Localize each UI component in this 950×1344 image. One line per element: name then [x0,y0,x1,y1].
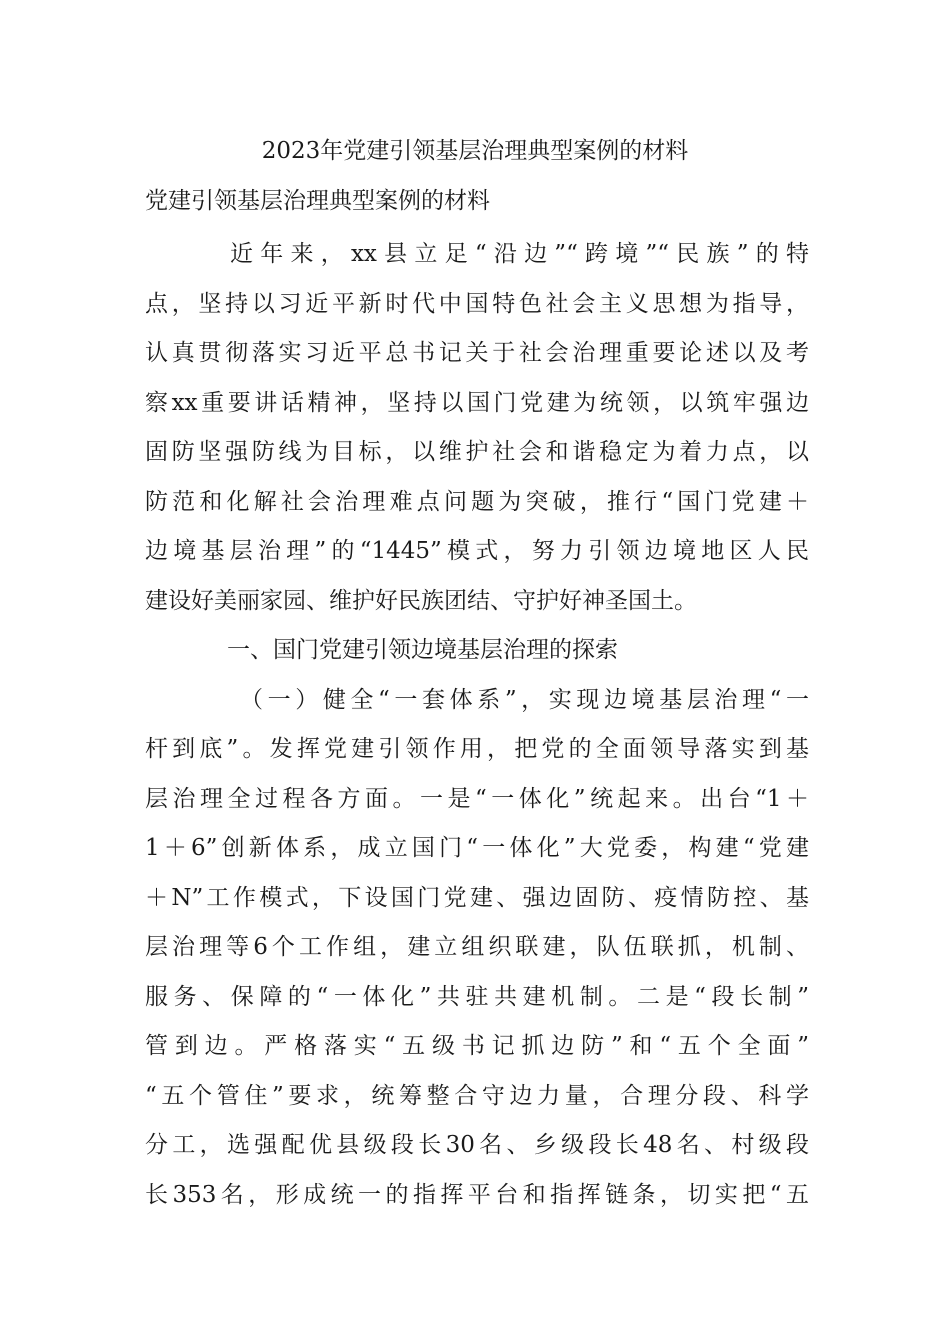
paragraph-line: 层治理全过程各方面。一是“一体化”统起来。出台“1＋ [145,785,809,812]
paragraph-line: 察xx重要讲话精神，坚持以国门党建为统领，以筑牢强边 [145,389,809,416]
paragraph-line: 杆到底”。发挥党建引领作用，把党的全面领导落实到基 [145,736,809,762]
paragraph-line: ＋N”工作模式，下设国门党建、强边固防、疫情防控、基 [145,884,809,911]
document-body [145,230,809,1220]
paragraph-line: 服务、保障的“一体化”共驻共建机制。二是“段长制” [145,983,809,1010]
subsection-heading: （一）健全“一套体系”，实现边境基层治理“一 [240,686,809,713]
section-heading: 一、国门党建引领边境基层治理的探索 [227,637,618,663]
paragraph-line: 分工，选强配优县级段长30名、乡级段长48名、村级段 [145,1132,809,1158]
paragraph-line: 防范和化解社会治理难点问题为突破，推行“国门党建＋ [145,488,809,515]
paragraph-line: 长353名，形成统一的指挥平台和指挥链条，切实把“五 [145,1181,809,1208]
paragraph-line: 建设好美丽家园、维护好民族团结、守护好神圣国土。 [145,587,697,614]
paragraph-line: 管到边。严格落实“五级书记抓边防”和“五个全面” [145,1033,809,1059]
document-subtitle: 党建引领基层治理典型案例的材料 [145,188,490,214]
paragraph-line: 认真贯彻落实习近平总书记关于社会治理重要论述以及考 [145,340,809,366]
paragraph-line: 固防坚强防线为目标，以维护社会和谐稳定为着力点，以 [145,439,809,465]
paragraph-line: “五个管住”要求，统筹整合守边力量，合理分段、科学 [145,1082,809,1109]
paragraph-line: 边境基层治理”的“1445”模式，努力引领边境地区人民 [145,538,809,564]
paragraph-line: 近年来，xx县立足“沿边”“跨境”“民族”的特 [230,241,809,267]
document-title: 2023年党建引领基层治理典型案例的材料 [261,138,689,164]
paragraph-line: 点，坚持以习近平新时代中国特色社会主义思想为指导， [145,290,809,317]
paragraph-line: 层治理等6个工作组，建立组织联建，队伍联抓，机制、 [145,934,809,960]
paragraph-line: 1＋6”创新体系，成立国门“一体化”大党委，构建“党建 [145,835,809,861]
